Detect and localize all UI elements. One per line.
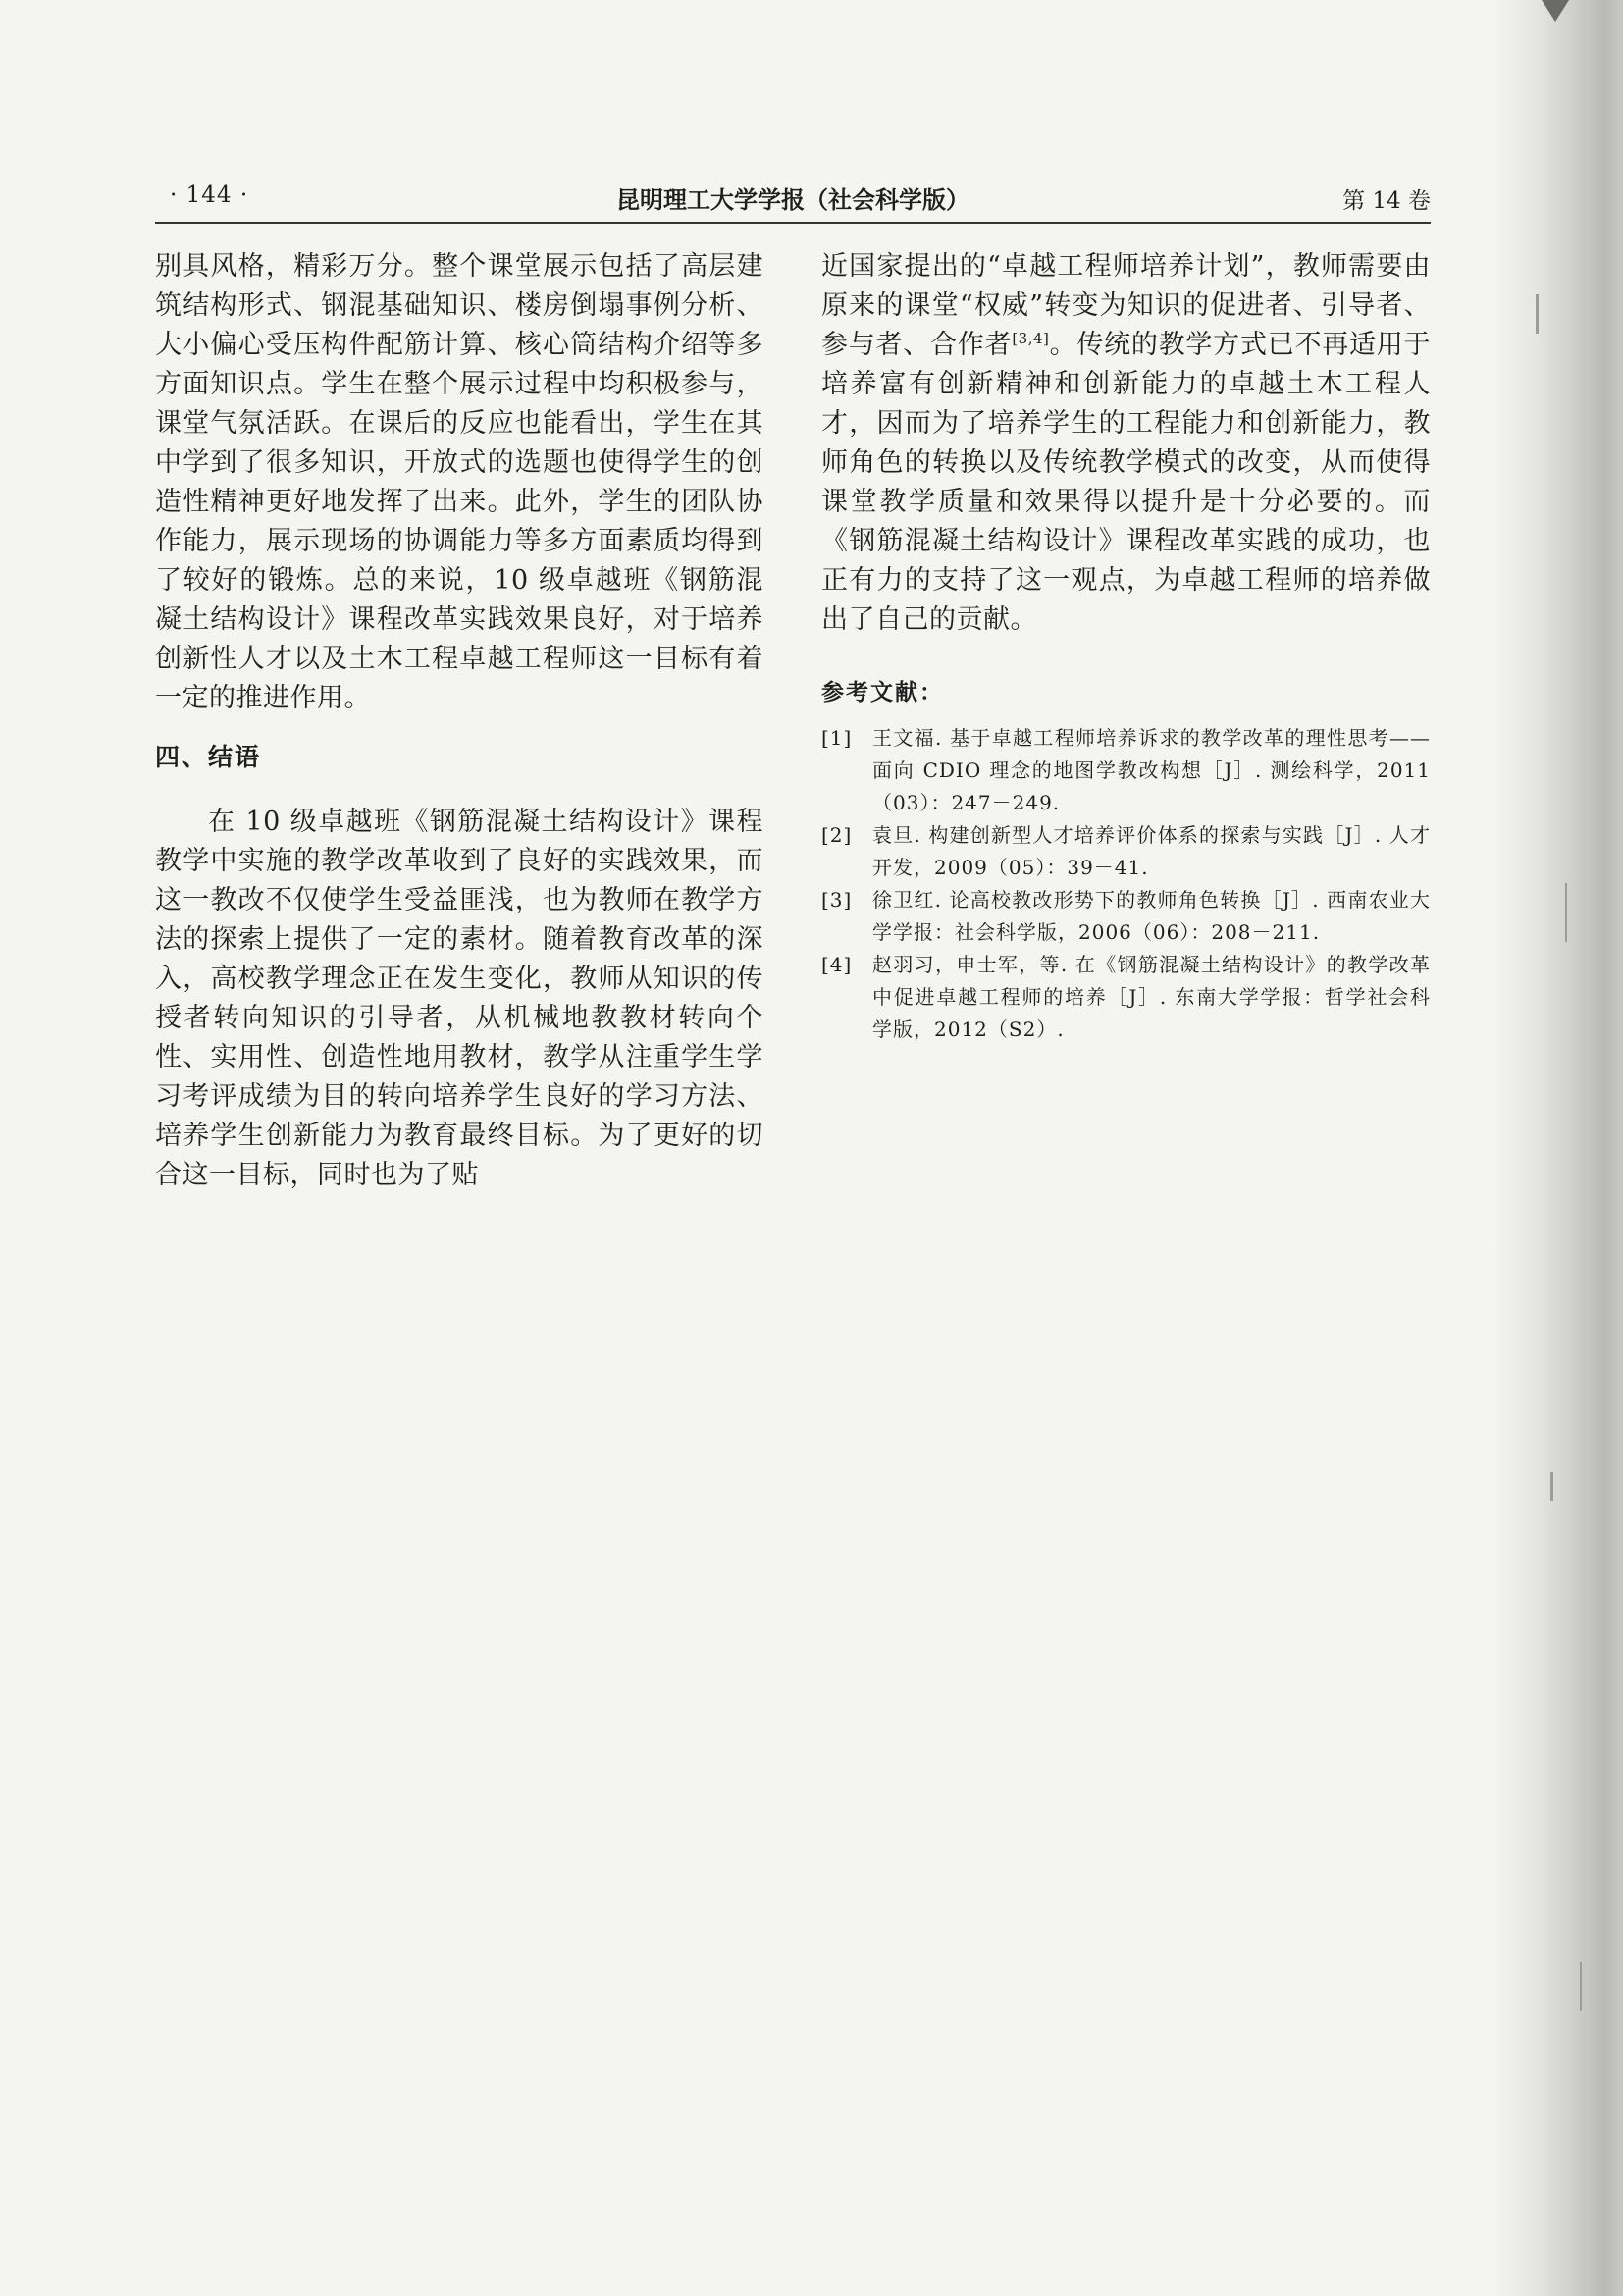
right-column <box>821 247 1431 1046</box>
scan-speck <box>1550 1472 1553 1501</box>
scan-speck <box>1565 883 1567 942</box>
reference-item <box>821 819 1431 884</box>
reference-text: 袁旦. 构建创新型人才培养评价体系的探索与实践［J］. 人才开发，2009（05）：39－41. <box>872 823 1431 879</box>
reference-number: [4] <box>821 953 853 976</box>
references-heading: 参考文献： <box>821 680 944 705</box>
reference-text: 赵羽习，申士军，等. 在《钢筋混凝土结构设计》的教学改革中促进卓越工程师的培养［J］. 东南大学学报：哲学社会科学版，2012（S2）. <box>872 953 1431 1041</box>
volume-label: 第 14 卷 <box>1342 188 1431 214</box>
paragraph-text: 近国家提出的“卓越工程师培养计划”，教师需要由原来的课堂“权威”转变为知识的促进者、引导者、参与者、合作者 <box>821 251 1431 360</box>
reference-item <box>821 722 1431 819</box>
page-number: · 144 · <box>170 183 249 208</box>
citation-superscript: [3,4] <box>1012 330 1050 347</box>
header-rule <box>155 222 1431 224</box>
reference-number: [3] <box>821 888 853 912</box>
scan-speck <box>1580 1962 1582 2011</box>
body-paragraph: 在 10 级卓越班《钢筋混凝土结构设计》课程教学中实施的教学改革收到了良好的实践效果，而这一教改不仅使学生受益匪浅，也为教师在教学方法的探索上提供了一定的素材。随着教育改革的深入，高校教学理念正在发生变化，教师从知识的传授者转向知识的引导者，从机械地教教材转向个性、实用性、创造性地用教材，教学从注重学生学习考评成绩为目的转向培养学生良好的学习方法、培养学生创新能力为教育最终目标。为了更好的切合这一目标，同时也为了贴 <box>155 807 763 1190</box>
reference-text: 徐卫红. 论高校教改形势下的教师角色转换［J］. 西南农业大学学报：社会科学版，2006（06）：208－211. <box>872 888 1431 944</box>
body-paragraph: 别具风格，精彩万分。整个课堂展示包括了高层建筑结构形式、钢混基础知识、楼房倒塌事例分析、大小偏心受压构件配筋计算、核心筒结构介绍等多方面知识点。学生在整个展示过程中均积极参与，课堂气氛活跃。在课后的反应也能看出，学生在其中学到了很多知识，开放式的选题也使得学生的创造性精神更好地发挥了出来。此外，学生的团队协作能力，展示现场的协调能力等多方面素质均得到了较好的锻炼。总的来说，10 级卓越班《钢筋混凝土结构设计》课程改革实践效果良好，对于培养创新性人才以及土木工程卓越工程师这一目标有着一定的推进作用。 <box>155 251 763 713</box>
body-paragraph <box>821 247 1431 640</box>
reference-item <box>821 884 1431 949</box>
reference-number: [2] <box>821 823 853 847</box>
reference-item <box>821 949 1431 1046</box>
reference-text: 王文福. 基于卓越工程师培养诉求的教学改革的理性思考——面向 CDIO 理念的地图学教改构想［J］. 测绘科学，2011（03）：247－249. <box>872 726 1431 814</box>
reference-number: [1] <box>821 726 853 750</box>
scan-edge-shadow <box>1496 0 1623 2296</box>
left-column <box>155 247 763 1195</box>
scan-speck <box>1536 294 1539 334</box>
journal-title: 昆明理工大学学报（社会科学版） <box>616 186 969 214</box>
reference-list <box>821 722 1431 1046</box>
section-heading: 四、结语 <box>155 743 262 771</box>
scan-corner-mark <box>1542 0 1569 22</box>
paragraph-text: 。传统的教学方式已不再适用于培养富有创新精神和创新能力的卓越土木工程人才，因而为了培养学生的工程能力和创新能力，教师角色的转换以及传统教学模式的改变，从而使得课堂教学质量和效果得以提升是十分必要的。而《钢筋混凝土结构设计》课程改革实践的成功，也正有力的支持了这一观点，为卓越工程师的培养做出了自己的贡献。 <box>821 330 1431 635</box>
running-header <box>155 179 1431 218</box>
